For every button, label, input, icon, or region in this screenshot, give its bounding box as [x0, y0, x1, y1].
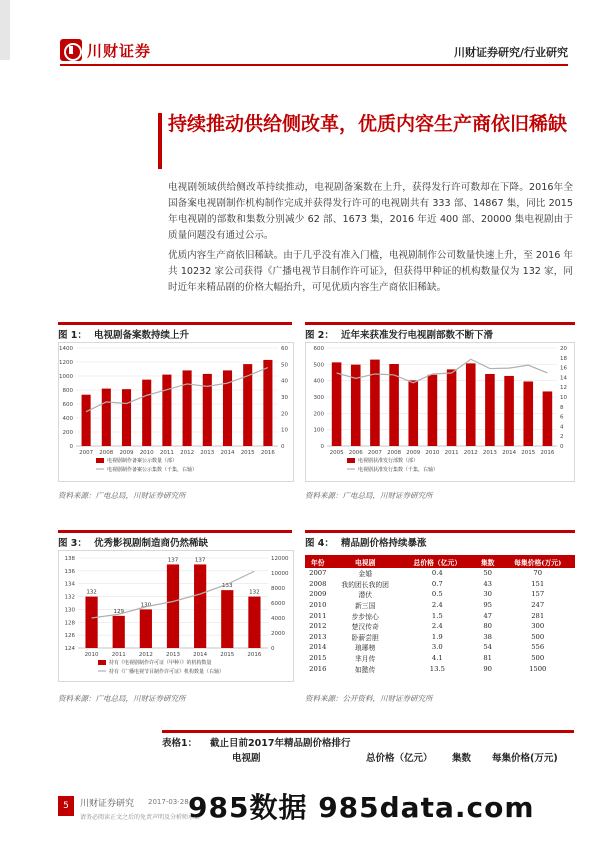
y2-tick-label: 2000	[271, 631, 285, 637]
y2-tick-label: 0	[271, 646, 275, 652]
bar	[142, 380, 151, 446]
table1-col-drama: 电视剧	[232, 753, 261, 764]
bar	[523, 381, 533, 446]
bar	[113, 616, 125, 648]
legend-swatch-bar	[347, 458, 355, 463]
table-row	[305, 610, 575, 621]
x-tick-label: 2014	[220, 450, 235, 456]
table-cell: 2008	[309, 579, 327, 588]
y2-tick-label: 30	[281, 395, 288, 401]
fig3-title: 优秀影视剧制造商仍然稀缺	[94, 538, 209, 549]
bar	[504, 376, 514, 446]
table-cell: 2016	[309, 664, 327, 673]
fig2-source: 资料来源：广电总局，川财证券研究所	[305, 491, 433, 500]
x-tick-label: 2010	[425, 450, 440, 456]
bar	[543, 391, 553, 446]
table-cell: 30	[483, 590, 492, 599]
paragraph-1: 电视剧领域供给侧改革持续推动，电视剧备案数在上升，获得发行许可数却在下降。2016年全国备案电视剧制作机构制作完成并获得发行许可的电视剧共有 333 部、14867 集，同比 2015 年电视剧的部数和集数分别减少 62 部、1673 集，2016 年近 400 部、20000 集电视剧由于质量问题没有通过公示。	[168, 182, 573, 241]
table-row	[305, 568, 575, 579]
y-tick-label: 400	[313, 378, 324, 385]
x-tick-label: 2010	[139, 450, 154, 456]
table-cell: 0.7	[431, 579, 443, 588]
fig3-number: 图 3：	[58, 538, 87, 549]
bar	[85, 597, 97, 648]
y2-tick-label: 0	[560, 444, 564, 450]
bar	[370, 360, 380, 446]
fig4-col-episodes: 集数	[475, 555, 501, 568]
x-tick-label: 2010	[84, 652, 99, 658]
table1-title: 截止目前2017年精品剧价格排行	[210, 738, 351, 749]
legend-label: 电视剧制作备案公示数量（部）	[107, 458, 178, 464]
x-tick-label: 2009	[119, 450, 134, 456]
y2-tick-label: 20	[560, 346, 567, 352]
table-cell: 2007	[309, 569, 327, 578]
table-cell: 2011	[309, 611, 327, 620]
table-cell: 1500	[529, 664, 547, 673]
table-cell: 2014	[309, 643, 327, 652]
data-label: 132	[249, 589, 260, 596]
table-cell: 2009	[309, 590, 327, 599]
table-cell: 金婚	[358, 570, 372, 579]
fig2-header	[305, 322, 575, 341]
x-tick-label: 2016	[540, 450, 555, 456]
y-tick-label: 200	[313, 411, 324, 418]
x-tick-label: 2012	[138, 652, 153, 658]
brand-logo-icon	[60, 39, 82, 61]
table-cell: 琅琊榜	[355, 644, 376, 653]
table-cell: 151	[531, 579, 545, 588]
y2-tick-label: 6	[560, 414, 564, 421]
x-tick-label: 2014	[193, 652, 208, 658]
page-number: 5	[58, 796, 74, 816]
x-tick-label: 2011	[444, 450, 459, 456]
table-cell: 卧薪尝胆	[351, 633, 379, 642]
x-tick-label: 2013	[482, 450, 497, 456]
bar	[203, 374, 212, 446]
y-tick-label: 124	[64, 646, 75, 652]
table-cell: 247	[531, 601, 545, 610]
y2-tick-label: 2	[560, 434, 564, 441]
x-tick-label: 2007	[367, 450, 382, 456]
legend-swatch-bar	[96, 458, 104, 463]
bar	[140, 609, 152, 648]
y-tick-label: 1400	[59, 346, 73, 352]
fig1-header	[58, 322, 292, 341]
chart-frame	[306, 343, 575, 482]
y2-tick-label: 16	[560, 365, 567, 372]
fig4-col-drama: 电视剧	[331, 555, 400, 568]
table-cell: 90	[483, 664, 492, 673]
y-tick-label: 400	[62, 416, 73, 422]
table-cell: 95	[483, 601, 492, 610]
table1-number: 表格1：	[162, 738, 198, 749]
table-row	[305, 589, 575, 600]
bar	[82, 395, 91, 446]
y-tick-label: 600	[313, 346, 324, 352]
fig4-price-table	[305, 555, 575, 674]
y2-tick-label: 10000	[271, 571, 289, 577]
y-tick-label: 0	[69, 444, 73, 450]
bar	[162, 375, 171, 446]
y2-tick-label: 18	[560, 355, 567, 362]
table-cell: 50	[483, 569, 492, 578]
series-line	[86, 368, 268, 412]
y-tick-label: 500	[313, 362, 324, 369]
table-cell: 0.4	[431, 569, 443, 578]
y-tick-label: 130	[64, 607, 75, 614]
table-cell: 3.0	[431, 643, 443, 652]
x-tick-label: 2006	[348, 450, 363, 456]
data-label: 132	[86, 589, 97, 596]
table-cell: 38	[483, 632, 492, 641]
table-cell: 2.4	[431, 622, 443, 631]
x-tick-label: 2011	[111, 652, 126, 658]
y-tick-label: 1000	[59, 374, 73, 380]
x-tick-label: 2016	[247, 652, 262, 658]
fig1-source: 资料来源：广电总局，川财证券研究所	[58, 491, 186, 500]
table-cell: 81	[483, 654, 492, 663]
table-cell: 如懿传	[355, 665, 376, 674]
legend-label: 持有《电视剧制作许可证（甲种）》的机构数量	[109, 660, 212, 666]
x-tick-label: 2016	[260, 450, 275, 456]
bar	[332, 362, 342, 446]
table-cell: 潜伏	[358, 591, 372, 600]
table-cell: 43	[483, 579, 492, 588]
y2-tick-label: 8000	[271, 586, 285, 592]
table-cell: 47	[483, 611, 492, 620]
x-tick-label: 2007	[79, 450, 94, 456]
table-cell: 我的团长我的团	[341, 580, 389, 589]
y2-tick-label: 14	[560, 375, 567, 382]
footer-date: 2017-03-28	[148, 798, 189, 806]
table-cell: 80	[483, 622, 492, 631]
y2-tick-label: 20	[281, 411, 288, 418]
fig4-number: 图 4：	[305, 538, 334, 549]
bar	[248, 597, 260, 648]
y-tick-label: 1200	[59, 360, 73, 366]
title-accent-bar	[158, 113, 162, 169]
table1-col-total: 总价格（亿元）	[366, 753, 433, 764]
header-category: 川财证券研究/行业研究	[453, 46, 568, 59]
table-row	[305, 600, 575, 611]
y-tick-label: 300	[313, 395, 324, 401]
y-tick-label: 134	[64, 581, 75, 588]
x-tick-label: 2011	[159, 450, 174, 456]
y-tick-label: 126	[64, 633, 75, 640]
data-label: 137	[167, 557, 179, 564]
table-cell: 2010	[309, 601, 327, 610]
y2-tick-label: 40	[281, 378, 288, 385]
x-tick-label: 2005	[329, 450, 344, 456]
legend-label: 电视剧制作备案公示集数（千集，右轴）	[107, 467, 198, 473]
y-tick-label: 128	[64, 620, 75, 627]
x-tick-label: 2015	[240, 450, 255, 456]
y2-tick-label: 60	[281, 346, 288, 352]
y-tick-label: 600	[62, 402, 73, 408]
y2-tick-label: 12	[560, 385, 567, 392]
bar	[466, 363, 476, 446]
fig4-source: 资料来源：公开资料，川财证券研究所	[305, 694, 433, 703]
footer-brand: 川财证券研究	[80, 799, 135, 809]
bar	[122, 389, 131, 446]
paragraph-2: 优质内容生产商依旧稀缺。由于几乎没有准入门槛，电视剧制作公司数量快速上升，至 2016 年共 10232 家公司获得《广播电视节目制作许可证》，但获得甲种证的机构数量仅为 132 家，同时近年来精品剧的价格大幅抬升，可见优质内容生产商依旧稀缺。	[168, 250, 573, 293]
y2-tick-label: 4000	[271, 616, 285, 622]
fig3-chart	[58, 550, 294, 682]
table-cell: 500	[531, 654, 545, 663]
x-tick-label: 2012	[463, 450, 478, 456]
bar	[102, 389, 111, 446]
y-tick-label: 132	[64, 594, 75, 601]
legend-label: 电视剧获准发行集数（千集，右轴）	[358, 467, 439, 473]
legend-label: 电视剧获准发行部数（部）	[358, 458, 419, 464]
x-tick-label: 2015	[521, 450, 536, 456]
x-tick-label: 2008	[387, 450, 402, 456]
y-tick-label: 200	[62, 430, 73, 436]
fig1-title: 电视剧备案数持续上升	[94, 330, 190, 341]
y-tick-label: 138	[64, 556, 75, 562]
fig1-chart	[58, 342, 294, 482]
fig2-number: 图 2：	[305, 330, 334, 341]
y2-tick-label: 12000	[271, 556, 289, 562]
table-row	[305, 653, 575, 664]
table-cell: 4.1	[431, 654, 443, 663]
fig1-number: 图 1：	[58, 330, 87, 341]
series-line	[337, 359, 548, 383]
fig4-header	[305, 530, 575, 549]
table-cell: 2013	[309, 632, 327, 641]
fig2-title: 近年来获准发行电视剧部数不断下滑	[341, 330, 494, 341]
table-cell: 54	[483, 643, 492, 652]
table-cell: 500	[531, 632, 545, 641]
table-cell: 300	[531, 622, 545, 631]
table-cell: 楚汉传奇	[351, 623, 379, 632]
x-tick-label: 2013	[166, 652, 180, 658]
table-row	[305, 632, 575, 643]
table-cell: 157	[531, 590, 545, 599]
table-row	[305, 621, 575, 632]
bar	[183, 370, 192, 446]
y2-tick-label: 50	[281, 362, 288, 369]
table-cell: 1.9	[431, 632, 443, 641]
y2-tick-label: 0	[281, 444, 285, 450]
table-cell: 2015	[309, 654, 327, 663]
data-label: 137	[194, 557, 206, 564]
table-row	[305, 642, 575, 653]
fig4-col-year: 年份	[305, 555, 331, 568]
y2-tick-label: 10	[281, 427, 288, 434]
data-label: 130	[140, 602, 152, 609]
table-row	[305, 663, 575, 674]
bar	[263, 360, 272, 446]
fig4-col-total: 总价格（亿元）	[400, 555, 475, 568]
table-cell: 2012	[309, 622, 327, 631]
watermark: 985数据 985data.com	[188, 791, 535, 824]
fig4-col-per-episode: 每集价格(万元)	[500, 555, 575, 568]
bar	[221, 590, 233, 648]
bar	[485, 374, 495, 446]
y2-tick-label: 10	[560, 395, 567, 401]
x-tick-label: 2014	[502, 450, 517, 456]
table1-col-episodes: 集数	[452, 753, 472, 764]
table-cell: 556	[531, 643, 545, 652]
header-divider	[60, 64, 568, 66]
section-title: 持续推动供给侧改革，优质内容生产商依旧稀缺	[168, 113, 568, 135]
page-margin-stripe	[0, 0, 10, 60]
x-tick-label: 2012	[180, 450, 195, 456]
fig4-title: 精品剧价格持续暴涨	[341, 538, 427, 549]
fig3-header	[58, 530, 292, 549]
y-tick-label: 800	[62, 388, 73, 394]
bar	[194, 564, 206, 648]
x-tick-label: 2013	[200, 450, 215, 456]
bar	[408, 380, 418, 446]
table-cell: 新三国	[355, 602, 376, 611]
legend-label: 持有《广播电视节目制作许可证》机构数量（右轴）	[109, 669, 225, 675]
table-cell: 13.5	[429, 664, 445, 673]
table-cell: 70	[533, 569, 543, 578]
y-tick-label: 136	[64, 568, 75, 575]
y-tick-label: 100	[313, 427, 324, 434]
fig4-header-row	[305, 555, 575, 568]
x-tick-label: 2008	[99, 450, 114, 456]
brand-name: 川财证券	[87, 42, 152, 60]
bar	[428, 375, 438, 446]
fig3-source: 资料来源：广电总局，川财证券研究所	[58, 694, 186, 703]
y2-tick-label: 4	[560, 424, 564, 431]
bar	[447, 369, 457, 446]
table-row	[305, 579, 575, 590]
y-tick-label: 0	[320, 444, 324, 450]
table-cell: 281	[531, 611, 545, 620]
table-cell: 步步惊心	[351, 612, 379, 621]
bar	[167, 564, 179, 648]
table-cell: 芈月传	[355, 655, 376, 664]
x-tick-label: 2009	[406, 450, 421, 456]
table1-col-per-episode: 每集价格(万元)	[492, 753, 558, 764]
fig2-chart	[305, 342, 575, 482]
x-tick-label: 2015	[220, 652, 235, 658]
data-label: 133	[222, 583, 233, 590]
table-cell: 1.5	[431, 611, 443, 620]
footer-disclaimer: 请务必阅读正文之后的免责声明及分析师承诺	[80, 814, 201, 821]
y2-tick-label: 8	[560, 404, 564, 411]
table-cell: 2.4	[431, 601, 443, 610]
y2-tick-label: 6000	[271, 601, 285, 607]
data-label: 129	[113, 608, 124, 615]
legend-swatch-bar	[98, 660, 106, 665]
table1-header	[162, 730, 574, 748]
table-cell: 0.5	[431, 590, 443, 599]
